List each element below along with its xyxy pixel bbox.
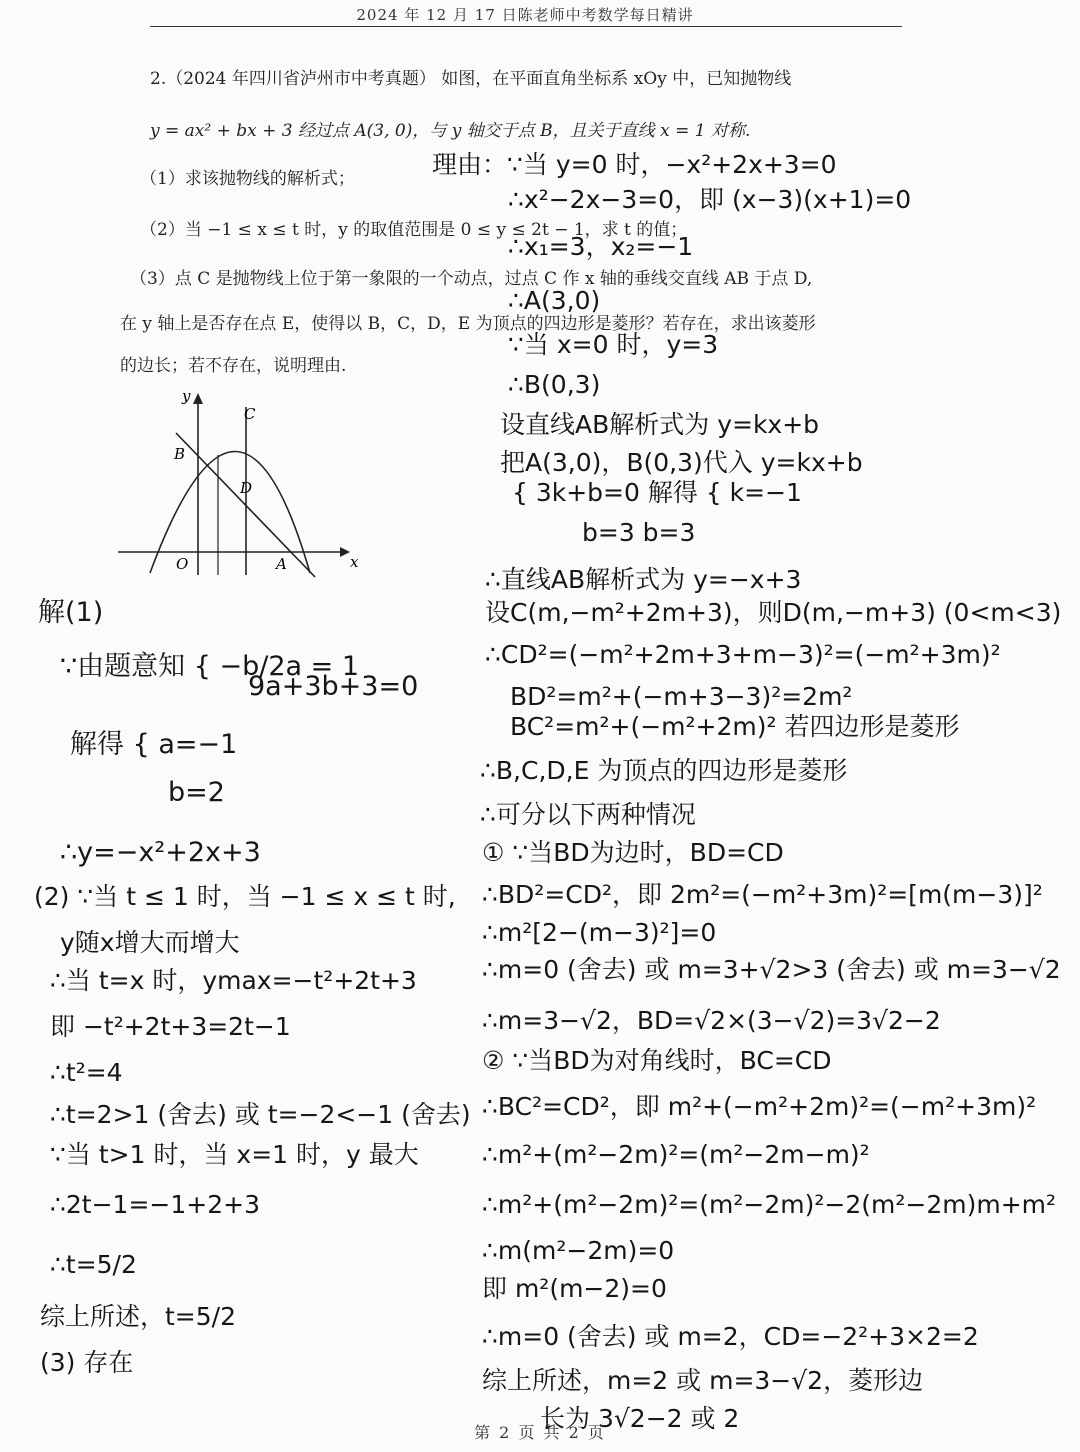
label-o: O [176,555,189,573]
left-step-5: b=2 [168,777,225,808]
right-step-18: ① ∵当BD为边时，BD=CD [482,838,784,867]
right-step-17: ∴可分以下两种情况 [480,800,696,829]
question-1: （1）求该抛物线的解析式； [140,169,355,189]
right-step-10: b=3 b=3 [582,518,696,547]
page-footer: 第 2 页 共 2 页 [474,1423,606,1442]
problem-line-2: y = ax² + bx + 3 经过点 A(3, 0)，与 y 轴交于点 B，且关于直线 x = 1 对称. [150,121,751,141]
question-2: （2）当 −1 ≤ x ≤ t 时，y 的取值范围是 0 ≤ y ≤ 2t − 1，求 t 的值； [140,220,688,240]
left-step-12: ∴t=2>1 (舍去) 或 t=−2<−1 (舍去) [50,1100,471,1129]
right-step-30: 综上所述，m=2 或 m=3−√2，菱形边 [482,1366,924,1395]
label-a: A [276,555,287,573]
right-step-27: ∴m(m²−2m)=0 [482,1236,675,1265]
left-step-13: ∵当 t>1 时，当 x=1 时，y 最大 [50,1140,419,1169]
left-step-2: ∵由题意知 { −b/2a = 1 [60,651,360,682]
y-axis-arrow [193,393,203,404]
right-step-4: ∴A(3,0) [508,286,601,315]
right-step-19: ∴BD²=CD²，即 2m²=(−m²+3m)²=[m(m−3)]² [482,880,1043,909]
header-rule [150,26,902,27]
left-step-4: 解得 { a=−1 [70,729,238,760]
right-step-28: 即 m²(m−2)=0 [482,1274,667,1303]
right-step-16: ∴B,C,D,E 为顶点的四边形是菱形 [480,756,848,785]
question-3-line-1: （3）点 C 是抛物线上位于第一象限的一个动点，过点 C 作 x 轴的垂线交直线 AB 于点 D, [130,269,813,289]
left-step-3: 9a+3b+3=0 [248,671,419,702]
right-step-22: ∴m=3−√2，BD=√2×(3−√2)=3√2−2 [482,1006,941,1035]
left-step-15: ∴t=5/2 [50,1250,137,1279]
right-step-3: ∴x₁=3，x₂=−1 [508,232,694,261]
left-step-16: 综上所述，t=5/2 [40,1302,236,1331]
left-step-17: (3) 存在 [40,1348,134,1377]
right-step-21: ∴m=0 (舍去) 或 m=3+√2>3 (舍去) 或 m=3−√2 [482,955,1061,984]
right-step-25: ∴m²+(m²−2m)²=(m²−2m−m)² [482,1140,870,1169]
right-step-14: BD²=m²+(−m+3−3)²=2m² [510,682,853,711]
left-step-1: 解(1) [38,597,104,628]
right-step-12: 设C(m,−m²+2m+3)，则D(m,−m+3) (0<m<3) [485,598,1062,627]
right-step-7: 设直线AB解析式为 y=kx+b [500,410,820,439]
question-3-line-3: 的边长；若不存在，说明理由. [120,356,347,376]
left-step-9: ∴当 t=x 时，ymax=−t²+2t+3 [50,966,417,995]
left-step-7: (2) ∵当 t ≤ 1 时，当 −1 ≤ x ≤ t 时, [34,882,456,911]
left-step-8: y随x增大而增大 [60,928,240,957]
label-x: x [350,553,359,571]
question-3-line-2: 在 y 轴上是否存在点 E，使得以 B，C，D，E 为顶点的四边形是菱形？若存在，求出该菱形 [120,314,816,334]
page-header: 2024 年 12 月 17 日陈老师中考数学每日精讲 [356,6,694,24]
parabola-figure [110,385,360,585]
right-step-24: ∴BC²=CD²，即 m²+(−m²+2m)²=(−m²+3m)² [482,1092,1037,1121]
label-c: C [244,405,256,423]
left-step-6: ∴y=−x²+2x+3 [60,837,261,868]
right-step-5: ∵当 x=0 时，y=3 [508,330,719,359]
right-step-29: ∴m=0 (舍去) 或 m=2，CD=−2²+3×2=2 [482,1322,979,1351]
left-step-11: ∴t²=4 [50,1058,123,1087]
right-step-20: ∴m²[2−(m−3)²]=0 [482,918,717,947]
right-step-26: ∴m²+(m²−2m)²=(m²−2m)²−2(m²−2m)m+m² [482,1190,1057,1219]
label-b: B [174,445,186,463]
right-step-6: ∴B(0,3) [508,370,601,399]
left-step-10: 即 −t²+2t+3=2t−1 [50,1012,291,1041]
right-step-15: BC²=m²+(−m²+2m)² 若四边形是菱形 [510,712,960,741]
right-step-13: ∴CD²=(−m²+2m+3+m−3)²=(−m²+3m)² [485,640,1001,669]
right-step-11: ∴直线AB解析式为 y=−x+3 [485,565,802,594]
right-step-2: ∴x²−2x−3=0，即 (x−3)(x+1)=0 [508,185,912,214]
left-step-14: ∴2t−1=−1+2+3 [50,1190,260,1219]
right-step-8: 把A(3,0)，B(0,3)代入 y=kx+b [500,448,863,477]
label-d: D [240,479,253,497]
right-step-31: 长为 3√2−2 或 2 [540,1404,740,1433]
right-step-9: { 3k+b=0 解得 { k=−1 [512,478,802,507]
right-step-23: ② ∵当BD为对角线时，BC=CD [482,1046,832,1075]
right-step-1: 理由：∵当 y=0 时，−x²+2x+3=0 [432,150,837,179]
x-axis-arrow [340,547,350,557]
problem-line-1: 2.（2024 年四川省泸州市中考真题） 如图，在平面直角坐标系 xOy 中，已知抛物线 [150,69,792,89]
label-y: y [182,387,191,405]
